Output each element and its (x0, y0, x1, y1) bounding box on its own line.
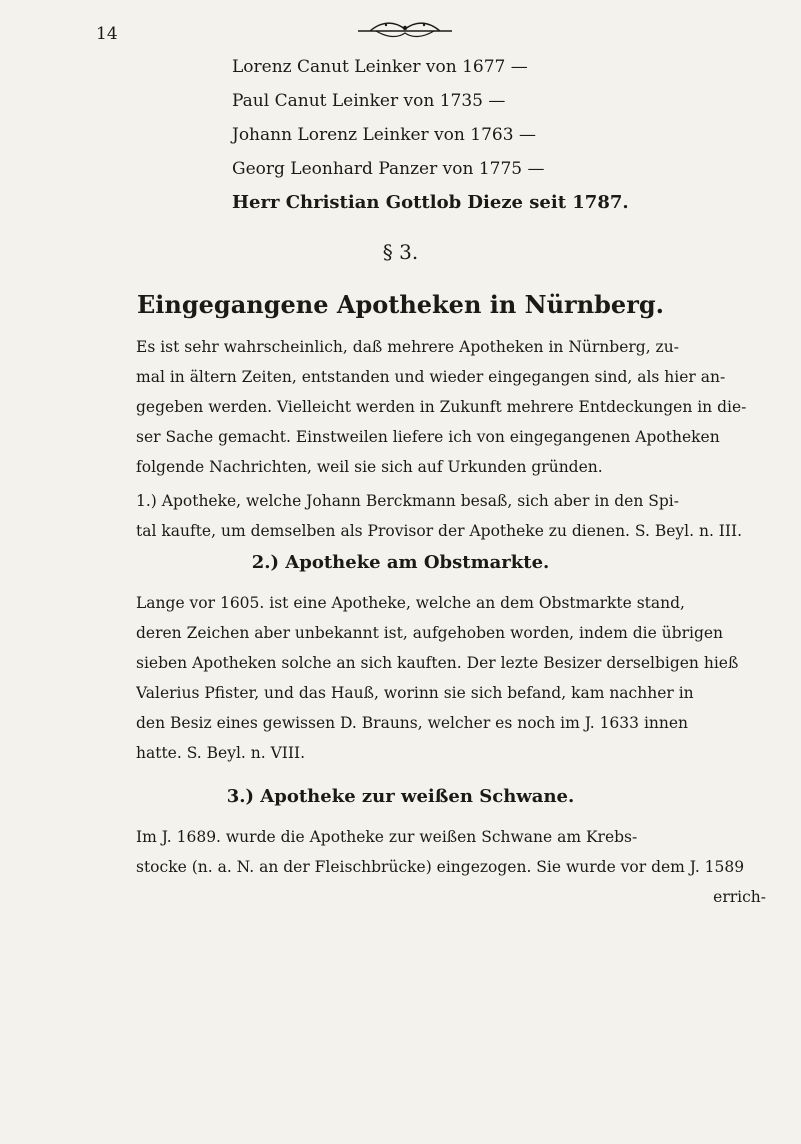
text-line: Valerius Pfister, und das Hauß, worinn sie sich befand, kam nachher in (136, 684, 694, 702)
ornament-icon (356, 18, 454, 40)
item-2-heading: 2.) Apotheke am Obstmarkte. (251, 552, 550, 573)
text-line: ser Sache gemacht. Einstweilen liefere ich von eingegangenen Apotheken (136, 428, 720, 446)
text-line: mal in ältern Zeiten, entstanden und wieder eingegangen sind, als hier an- (136, 368, 726, 386)
owner-list-item: Herr Christian Gottlob Dieze seit 1787. (232, 192, 629, 213)
text-line: gegeben werden. Vielleicht werden in Zukunft mehrere Entdeckungen in die- (136, 398, 747, 416)
owner-list-item: Johann Lorenz Leinker von 1763 — (232, 125, 536, 145)
text-line: sieben Apotheken solche an sich kauften. Der lezte Besizer derselbigen hieß (136, 654, 739, 672)
text-line: den Besiz eines gewissen D. Brauns, welcher es noch im J. 1633 innen (136, 714, 689, 732)
section-mark: § 3. (382, 240, 419, 264)
text-line: folgende Nachrichten, weil sie sich auf Urkunden gründen. (136, 458, 603, 476)
text-line: tal kaufte, um demselben als Provisor der Apotheke zu dienen. S. Beyl. n. III. (136, 522, 743, 540)
page-number: 14 (96, 24, 118, 44)
text-line: deren Zeichen aber unbekannt ist, aufgehoben worden, indem die übrigen (136, 624, 724, 642)
item-2-paragraph (136, 588, 776, 768)
owner-list-item: Paul Canut Leinker von 1735 — (232, 91, 506, 111)
text-line: Im J. 1689. wurde die Apotheke zur weißen Schwane am Krebs- (136, 828, 638, 846)
intro-paragraph (136, 332, 776, 482)
text-line: Es ist sehr wahrscheinlich, daß mehrere Apotheken in Nürnberg, zu- (136, 338, 679, 356)
item-3-paragraph (136, 822, 776, 912)
section-heading: Eingegangene Apotheken in Nürnberg. (137, 290, 664, 319)
text-line: 1.) Apotheke, welche Johann Berckmann besaß, sich aber in den Spi- (136, 492, 679, 510)
item-1-paragraph (136, 486, 776, 546)
text-line: stocke (n. a. N. an der Fleischbrücke) eingezogen. Sie wurde vor dem J. 1589 (136, 858, 745, 876)
item-3-heading: 3.) Apotheke zur weißen Schwane. (226, 786, 575, 807)
text-line: hatte. S. Beyl. n. VIII. (136, 744, 306, 762)
owner-list-item: Lorenz Canut Leinker von 1677 — (232, 57, 528, 77)
owner-list (232, 50, 772, 220)
text-line: Lange vor 1605. ist eine Apotheke, welche an dem Obstmarkte stand, (136, 594, 685, 612)
owner-list-item: Georg Leonhard Panzer von 1775 — (232, 159, 545, 179)
text-line: errich- (713, 888, 766, 906)
